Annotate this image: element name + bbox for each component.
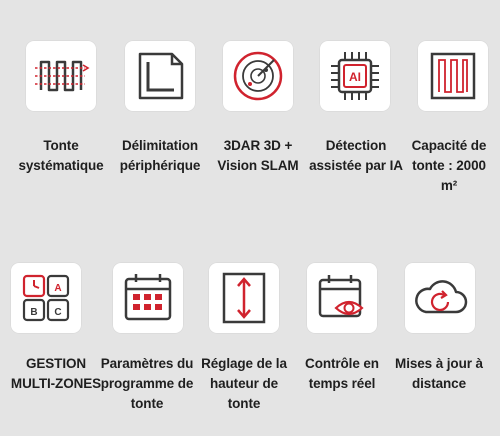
feature-label-multi-zones: GESTION MULTI-ZONES [10,356,102,391]
multi-zone-icon [10,262,82,334]
mowing-capacity-icon [417,40,489,112]
zone-letter-b: B [30,307,38,318]
feature-label-controle: Contrôle en temps réel [305,356,379,391]
realtime-view-icon [306,262,378,334]
systematic-mowing-icon [25,40,97,112]
zone-letter-a: A [54,283,62,294]
perimeter-delimitation-icon [124,40,196,112]
feature-label-programme: Paramètres du programme de tonte [100,356,194,411]
feature-label-tonte-systematique: Tonte systématique [18,138,104,173]
feature-label-delimitation: Délimitation périphérique [119,138,201,173]
cloud-update-icon [404,262,476,334]
height-adjust-icon [208,262,280,334]
ai-chip-icon [319,40,391,112]
feature-label-capacite: Capacité de tonte : 2000 m² [411,138,487,193]
feature-label-detection-ia: Détection assistée par IA [309,138,403,173]
ai-chip-text: AI [349,70,361,84]
feature-label-mises-a-jour: Mises à jour à distance [395,356,483,391]
feature-label-hauteur: Réglage de la hauteur de tonte [201,356,287,411]
feature-label-3dar: 3DAR 3D + Vision SLAM [217,138,299,173]
calendar-icon [112,262,184,334]
radar-icon [222,40,294,112]
zone-letter-c: C [54,307,62,318]
